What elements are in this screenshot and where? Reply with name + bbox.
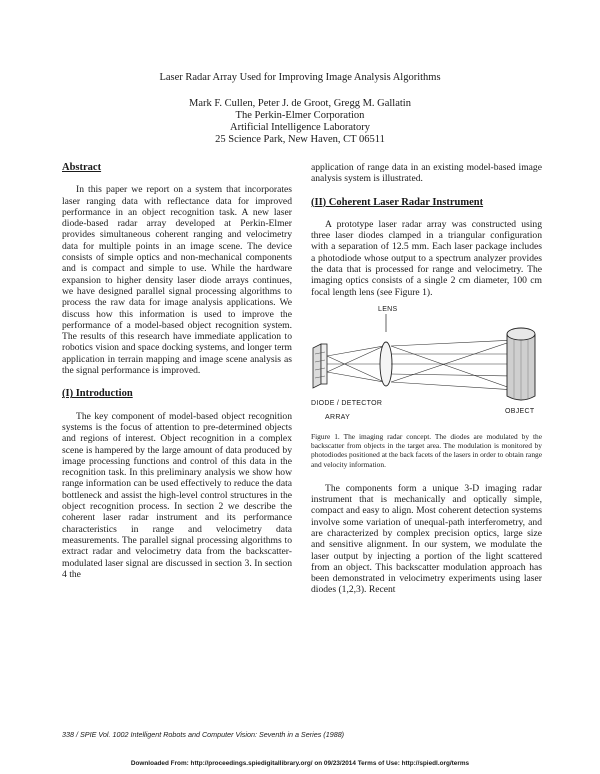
abstract-text: In this paper we report on a system that incorporates laser ranging data with reflectance data for improved performance in an object recognition task. A new laser diode-based radar array developed at Perkin-Elmer provides simultaneous coherent ranging and velocimetry data for multiple points in an image scene. The device consists of simple optics and non-mechanical components and is compact and simple to use. While the hardware expansion to higher density laser diode arrays continues, we have designed parallel signal processing algorithms to process the raw data for image analysis applications. We discuss how this information is used to improve the performance of a model-based object recognition system. The results of this research have immediate application to robotics vision and space docking systems, and longer term application in terrain mapping and image scene analysis as the signal performance is improved. xyxy=(62,184,292,377)
introduction-heading: (I) Introduction xyxy=(62,388,133,400)
introduction-text: The key component of model-based object recognition systems is the focus of attention to pre-determined objects and regions of interest. Object recognition in a complex scene is hampered by the large amount of data produced by image processing functions and control of this data in the recognition task. In this preliminary analysis we show how range information can be used effectively to reduce the data bottleneck and assist the high-level control structures in the object recognition process. In section 2 we describe the coherent laser radar instrument and its performance characteristics in range and velocimetry data measurements. The parallel signal processing algorithms to extract radar and velocimetry data from the backscatter-modulated laser signal are discussed in section 3. In section 4 the xyxy=(62,410,292,580)
lens-shape xyxy=(380,342,392,386)
figure-1 xyxy=(311,304,542,424)
author-block xyxy=(0,98,600,146)
paper-title: Laser Radar Array Used for Improving Image Analysis Algorithms xyxy=(159,72,441,83)
object-cylinder-shape xyxy=(507,328,535,401)
introduction-continued-text: application of range data in an existing model-based image analysis system is illustrated. xyxy=(311,162,542,185)
diode-array-shape xyxy=(313,344,327,388)
lens-label: LENS xyxy=(378,305,398,313)
diode-detector-label: DIODE / DETECTOR xyxy=(311,399,383,407)
download-notice: Downloaded From: http://proceedings.spiedigitallibrary.org/ on 09/23/2014 Terms of Use: http://spiedl.org/terms xyxy=(130,760,470,767)
author-names: Mark F. Cullen, Peter J. de Groot, Gregg M. Gallatin xyxy=(189,98,411,109)
section2-heading: (II) Coherent Laser Radar Instrument xyxy=(311,196,484,208)
components-text: The components form a unique 3-D imaging radar instrument that is mechanically and optically simple, compact and easy to align. Most coherent detection systems involve some variation of unequal-path interferometry, and are characterized by complex precision optics, large size and sensitive alignment. In our system, we modulate the laser output by injecting a portion of the light scattered from an object. This backscatter modulation approach has been demonstrated in velocimetry experiments using laser diodes (1,2,3). Recent xyxy=(311,482,542,596)
abstract-heading: Abstract xyxy=(62,162,102,173)
author-laboratory: Artificial Intelligence Laboratory xyxy=(230,122,370,133)
figure-caption: Figure 1. The imaging radar concept. The diodes are modulated by the backscatter from objects in the target area. The modulation is monitored by photodiodes positioned at the back facets of the lasers in order to obtain range and velocity information. xyxy=(311,431,542,469)
right-column xyxy=(311,162,542,596)
section2-text: A prototype laser radar array was constructed using three laser diodes clamped in a triangular configuration with a separation of 12.5 mm. Each laser package includes a photodiode whose output to a spectrum analyzer provides the data that is processed for range and velocimetry. The imaging optics consists of a single 2 cm diameter, 100 cm focal length lens (see Figure 1). xyxy=(311,218,542,298)
array-label: ARRAY xyxy=(325,413,351,421)
author-organization: The Perkin-Elmer Corporation xyxy=(235,110,365,121)
author-address: 25 Science Park, New Haven, CT 06511 xyxy=(215,134,385,145)
left-column xyxy=(62,162,292,580)
object-label: OBJECT xyxy=(505,407,535,415)
page-footer: 338 / SPIE Vol. 1002 Intelligent Robots and Computer Vision: Seventh in a Series (1988) xyxy=(62,730,345,739)
